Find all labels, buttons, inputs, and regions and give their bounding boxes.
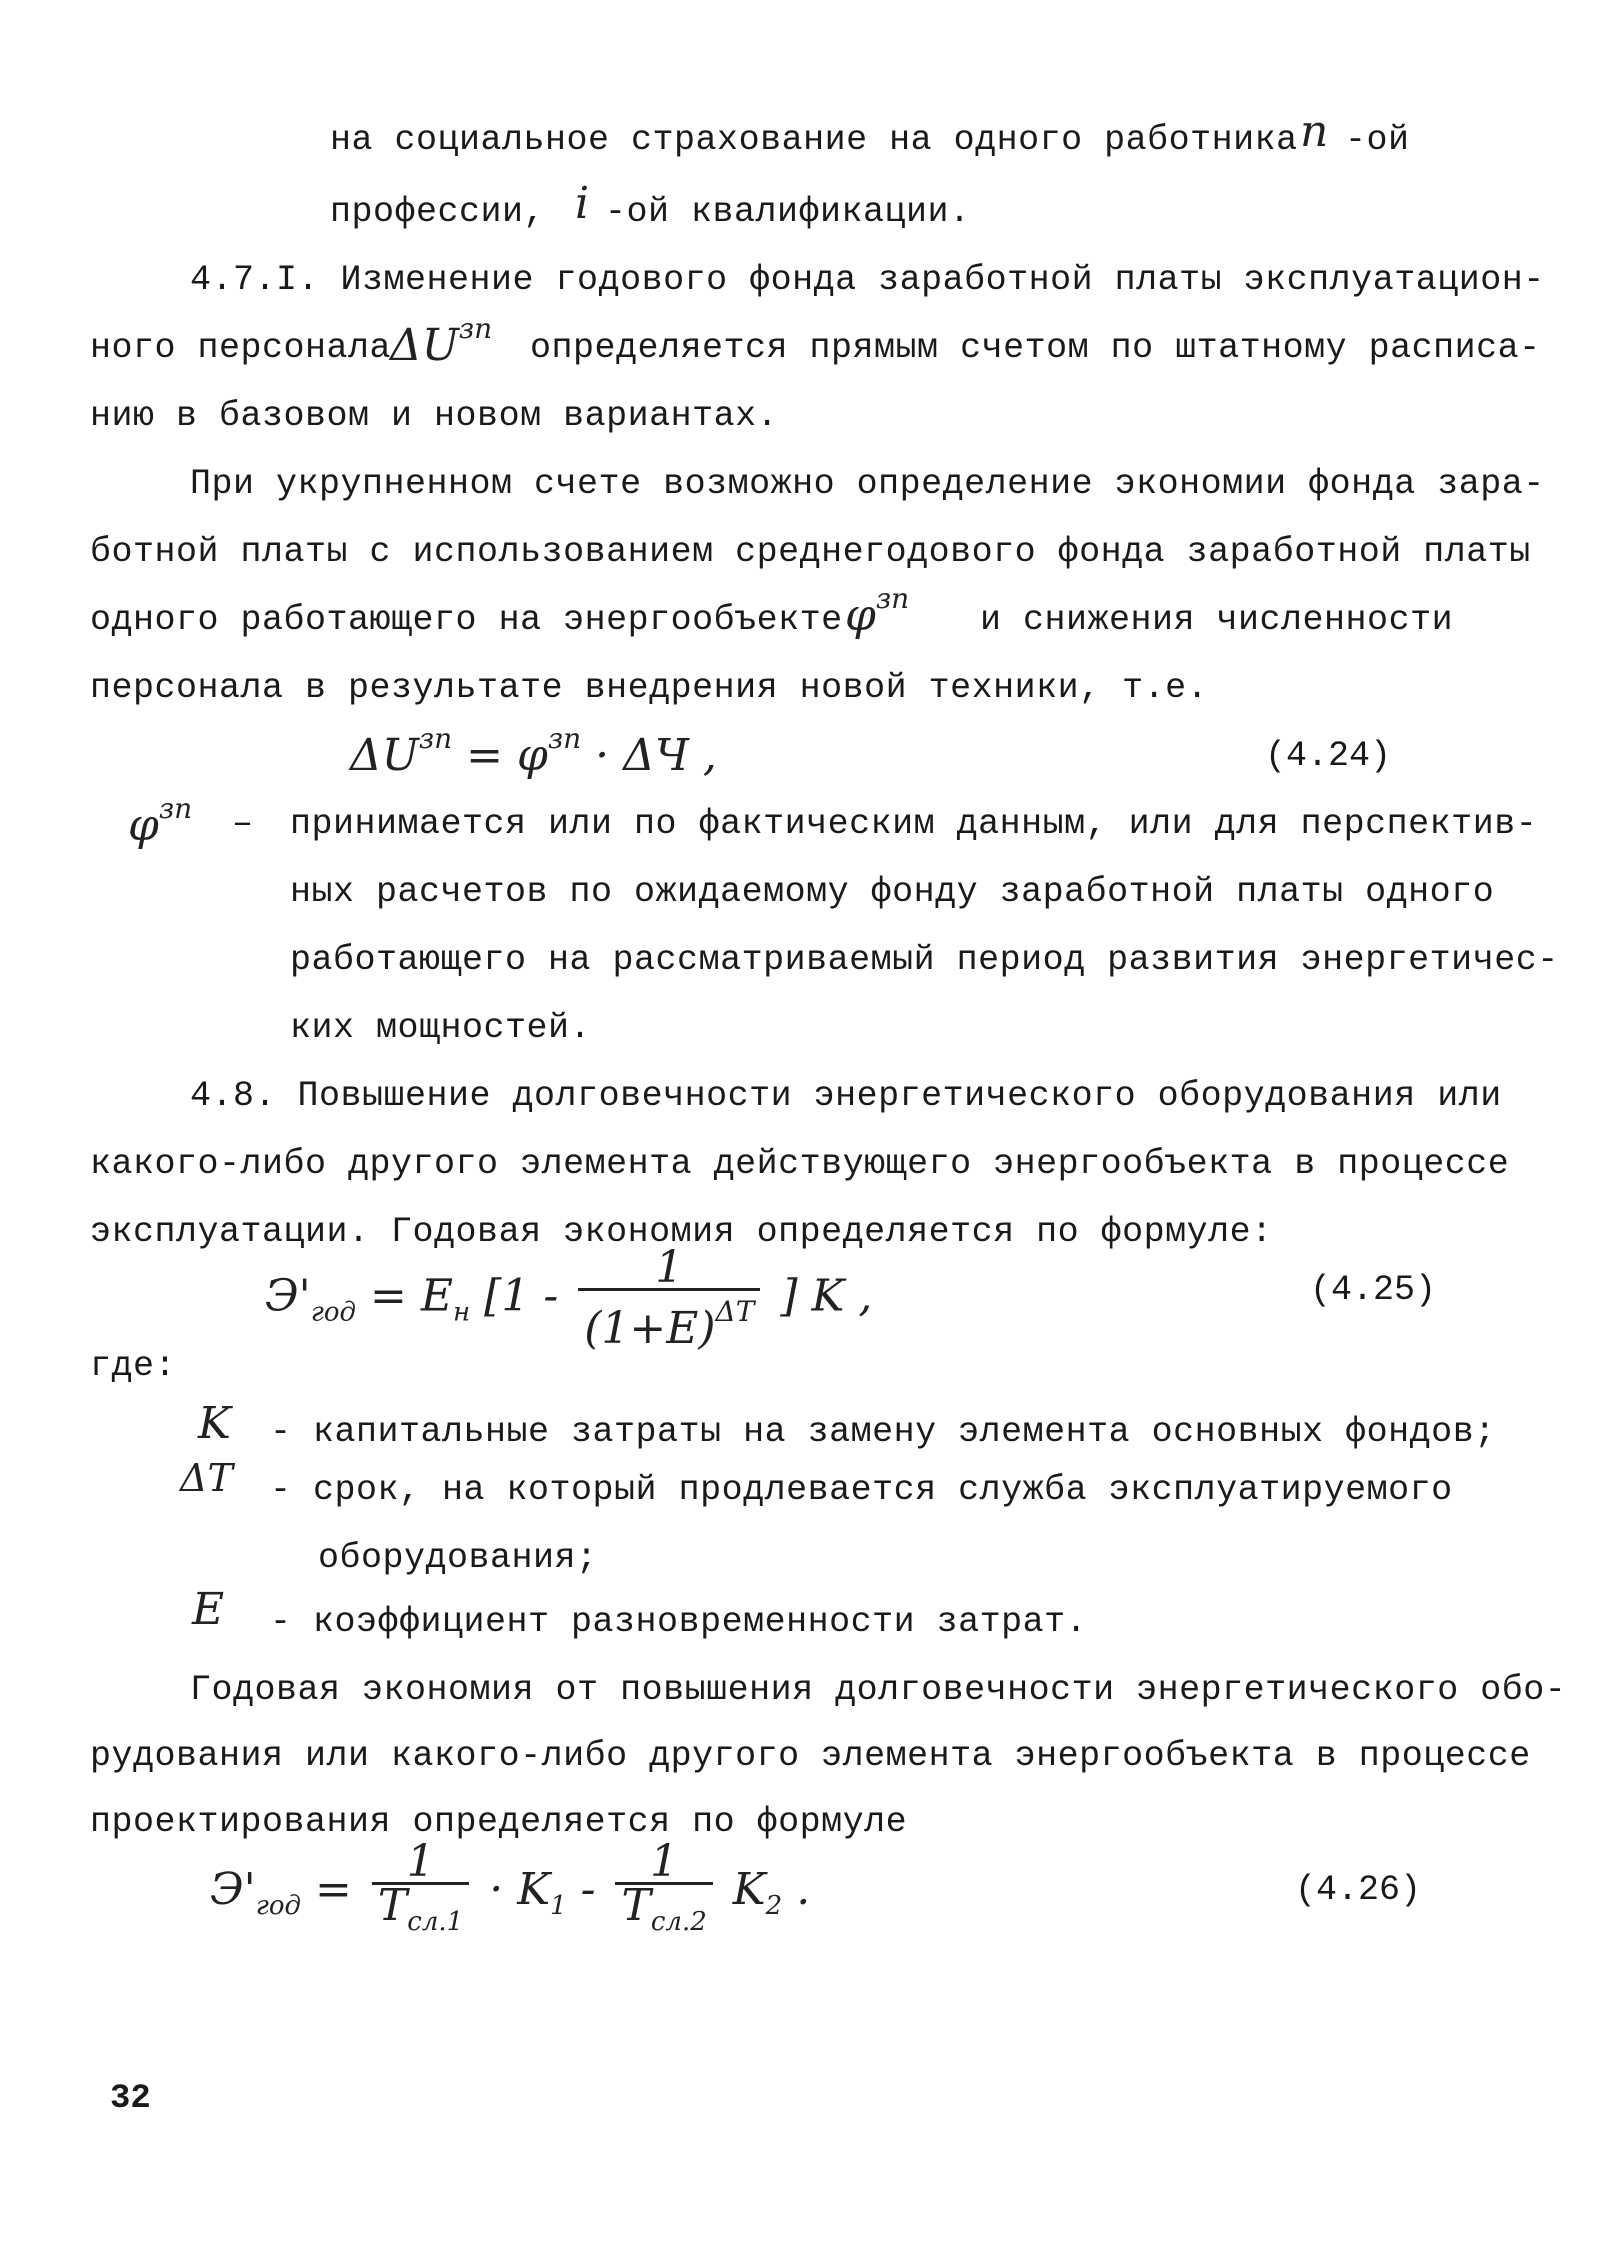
text-line: принимается или по фактическим данным, или для перспектив- [290,804,1538,844]
text-line: - срок, на который продлевается служба эксплуатируемого [270,1470,1453,1510]
handwritten-e: E [192,1584,225,1635]
handwritten-n: n [1300,106,1329,157]
text-line: Годовая экономия от повышения долговечности энергетического обо- [190,1670,1567,1710]
equation-number: (4.24) [1265,736,1392,776]
fraction: $\frac{1}{(1+E)^{\Delta T}}$ [578,1248,760,1350]
text-line: профессии, [330,192,546,232]
text-line: какого-либо другого элемента действующего энергообъекта в процессе [90,1144,1510,1184]
text-line: -ой квалификации. [605,192,971,232]
dash: – [232,804,254,844]
handwritten-delta-u: $\Delta U^{зп}$ [390,312,493,371]
text-line: нию в базовом и новом вариантах. [90,396,779,436]
text-line: рудования или какого-либо другого элемента энергообъекта в процессе [90,1736,1531,1776]
handwritten-delta-t: ΔT [180,1456,233,1500]
text-line: на социальное страхование на одного работника [330,120,1298,160]
text-line: ного персонала [90,328,392,368]
text-line: ных расчетов по ожидаемому фонду заработной платы одного [290,872,1495,912]
text-line: где: [90,1346,177,1386]
equation-number: (4.25) [1310,1270,1437,1310]
text-line: эксплуатации. Годовая экономия определяется по формуле: [90,1212,1273,1252]
text-line: определяется прямым счетом по штатному расписа- [530,328,1541,368]
text-line: оборудования; [318,1538,598,1578]
text-line: одного работающего на энергообъекте [90,600,843,640]
text-line: персонала в результате внедрения новой техники, т.е. [90,668,1209,708]
text-line: -ой [1345,120,1410,160]
section-heading-4-7-1: 4.7.I. Изменение годового фонда заработной платы эксплуатацион- [190,260,1545,300]
text-line: ботной платы с использованием среднегодового фонда заработной платы [90,532,1531,572]
fraction: $\frac{1}{T_{сл.1}}$ [372,1842,469,1943]
text-line: работающего на рассматриваемый период развития энергетичес- [290,940,1559,980]
handwritten-phi: $\varphi^{зп}$ [845,582,910,641]
formula-4-26: $Э'_{год}$ = $\frac{1}{T_{сл.1}}$ · $K_1$ - $\frac{1}{T_{сл.2}}$ $K_2$ . [210,1842,810,1943]
text-line: ких мощностей. [290,1008,592,1048]
equation-number: (4.26) [1295,1870,1422,1910]
handwritten-i: i [575,178,590,229]
section-heading-4-8: 4.8. Повышение долговечности энергетического оборудования или [190,1076,1502,1116]
formula-4-24: $\Delta U^{зп} = \varphi^{зп} \cdot \Delta Ч$ , [350,722,717,781]
text-line: проектирования определяется по формуле [90,1802,908,1842]
handwritten-phi-def: $\varphi^{зп}$ [128,792,193,851]
text-line: - коэффициент разновременности затрат. [270,1602,1088,1642]
text-line: и снижения численности [980,600,1454,640]
formula-4-25: $Э'_{год} = E_н$ [1 - $\frac{1}{(1+E)^{\Delta T}}$ ] K , [265,1242,873,1354]
page-number: 32 [110,2080,151,2118]
text-line: - капитальные затраты на замену элемента основных фондов; [270,1412,1496,1452]
fraction: $\frac{1}{T_{сл.2}}$ [615,1842,712,1943]
text-line: При укрупненном счете возможно определение экономии фонда зара- [190,464,1545,504]
handwritten-k: K [198,1398,231,1449]
